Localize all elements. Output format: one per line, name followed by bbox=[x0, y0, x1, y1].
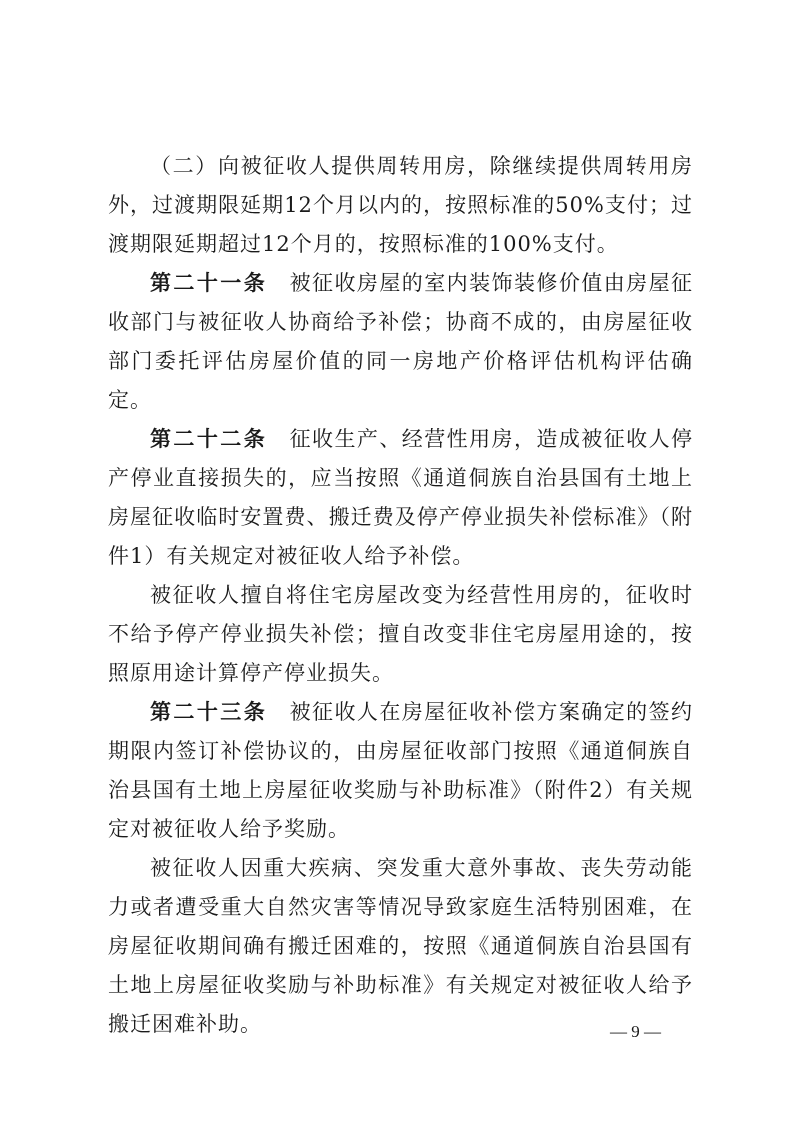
paragraph-text: 被征收房屋的室内装饰装修价值由房屋征收部门与被征收人协商给予补偿；协商不成的，由房屋征收部门委托评估房屋价值的同一房地产价格评估机构评估确定。 bbox=[108, 271, 694, 412]
paragraph-article-21 bbox=[108, 264, 693, 420]
article-heading: 第二十一条 bbox=[150, 271, 268, 295]
paragraph-text: 被征收人因重大疾病、突发重大意外事故、丧失劳动能力或者遭受重大自然灾害等情况导致家庭生活特别困难，在房屋征收期间确有搬迁困难的，按照《通道侗族自治县国有土地上房屋征收奖励与补助标准》有关规定对被征收人给予搬迁困难补助。 bbox=[108, 856, 693, 1036]
paragraph-text: 被征收人在房屋征收补偿方案确定的签约期限内签订补偿协议的，由房屋征收部门按照《通道侗族自治县国有土地上房屋征收奖励与补助标准》（附件2）有关规定对被征收人给予奖励。 bbox=[108, 700, 694, 841]
paragraph-transition-housing bbox=[108, 147, 693, 264]
document-body bbox=[108, 147, 693, 1044]
paragraph-text: 征收生产、经营性用房，造成被征收人停产停业直接损失的，应当按照《通道侗族自治县国有土地上房屋征收临时安置费、搬迁费及停产停业损失补偿标准》（附件1）有关规定对被征收人给予补偿。 bbox=[108, 427, 694, 568]
paragraph-article-22 bbox=[108, 420, 693, 576]
paragraph-hardship-subsidy bbox=[108, 849, 693, 1044]
page-number: — 9 — bbox=[610, 1022, 661, 1041]
paragraph-article-23 bbox=[108, 693, 693, 849]
paragraph-unauthorized-change bbox=[108, 576, 693, 693]
article-heading: 第二十二条 bbox=[150, 427, 268, 451]
paragraph-text: 被征收人擅自将住宅房屋改变为经营性用房的，征收时不给予停产停业损失补偿；擅自改变非住宅房屋用途的，按照原用途计算停产停业损失。 bbox=[108, 583, 693, 685]
paragraph-text: （二）向被征收人提供周转用房，除继续提供周转用房外，过渡期限延期12个月以内的，按照标准的50%支付；过渡期限延期超过12个月的，按照标准的100%支付。 bbox=[108, 154, 693, 256]
article-heading: 第二十三条 bbox=[150, 700, 268, 724]
